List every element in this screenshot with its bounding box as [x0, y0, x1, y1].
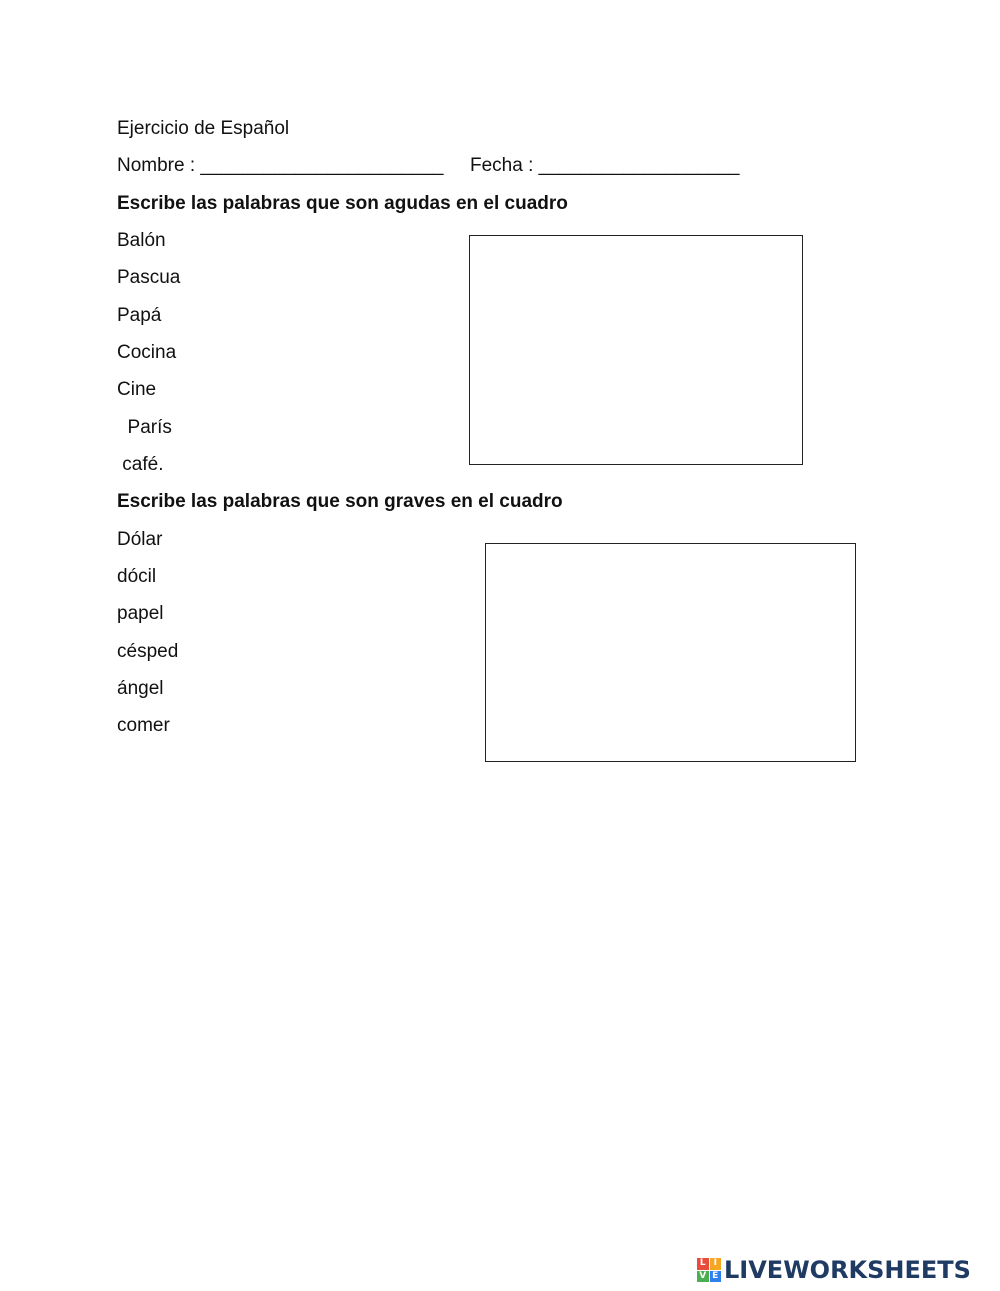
- word-agudas-1[interactable]: Balón: [117, 230, 166, 251]
- answer-box-graves[interactable]: [485, 543, 856, 762]
- instruction-agudas: Escribe las palabras que son agudas en el cuadro: [117, 193, 568, 214]
- worksheet-title: Ejercicio de Español: [117, 118, 290, 139]
- word-graves-1[interactable]: Dólar: [117, 529, 163, 550]
- word-agudas-4[interactable]: Cocina: [117, 342, 177, 363]
- logo-text: LIVEWORKSHEETS: [724, 1256, 971, 1284]
- word-graves-3[interactable]: papel: [117, 603, 164, 624]
- word-graves-4[interactable]: césped: [117, 641, 179, 662]
- word-agudas-2[interactable]: Pascua: [117, 267, 181, 288]
- logo-icon-letter-l: L: [697, 1258, 709, 1270]
- word-agudas-5[interactable]: Cine: [117, 379, 157, 400]
- logo-icon-letter-v: V: [697, 1271, 709, 1283]
- live-logo-icon: [697, 1258, 721, 1282]
- word-graves-5[interactable]: ángel: [117, 678, 164, 699]
- nombre-field[interactable]: Nombre : _______________________: [117, 155, 444, 176]
- logo-icon-letter-e: E: [710, 1271, 722, 1283]
- word-graves-6[interactable]: comer: [117, 715, 170, 736]
- word-agudas-3[interactable]: Papá: [117, 305, 162, 326]
- liveworksheets-logo: [697, 1257, 971, 1283]
- instruction-graves: Escribe las palabras que son graves en el cuadro: [117, 491, 563, 512]
- answer-box-agudas[interactable]: [469, 235, 803, 465]
- logo-icon-letter-i: I: [710, 1258, 722, 1270]
- fecha-field[interactable]: Fecha : ___________________: [470, 155, 740, 176]
- word-agudas-7[interactable]: café.: [117, 454, 164, 475]
- word-graves-2[interactable]: dócil: [117, 566, 157, 587]
- word-agudas-6[interactable]: París: [117, 417, 172, 438]
